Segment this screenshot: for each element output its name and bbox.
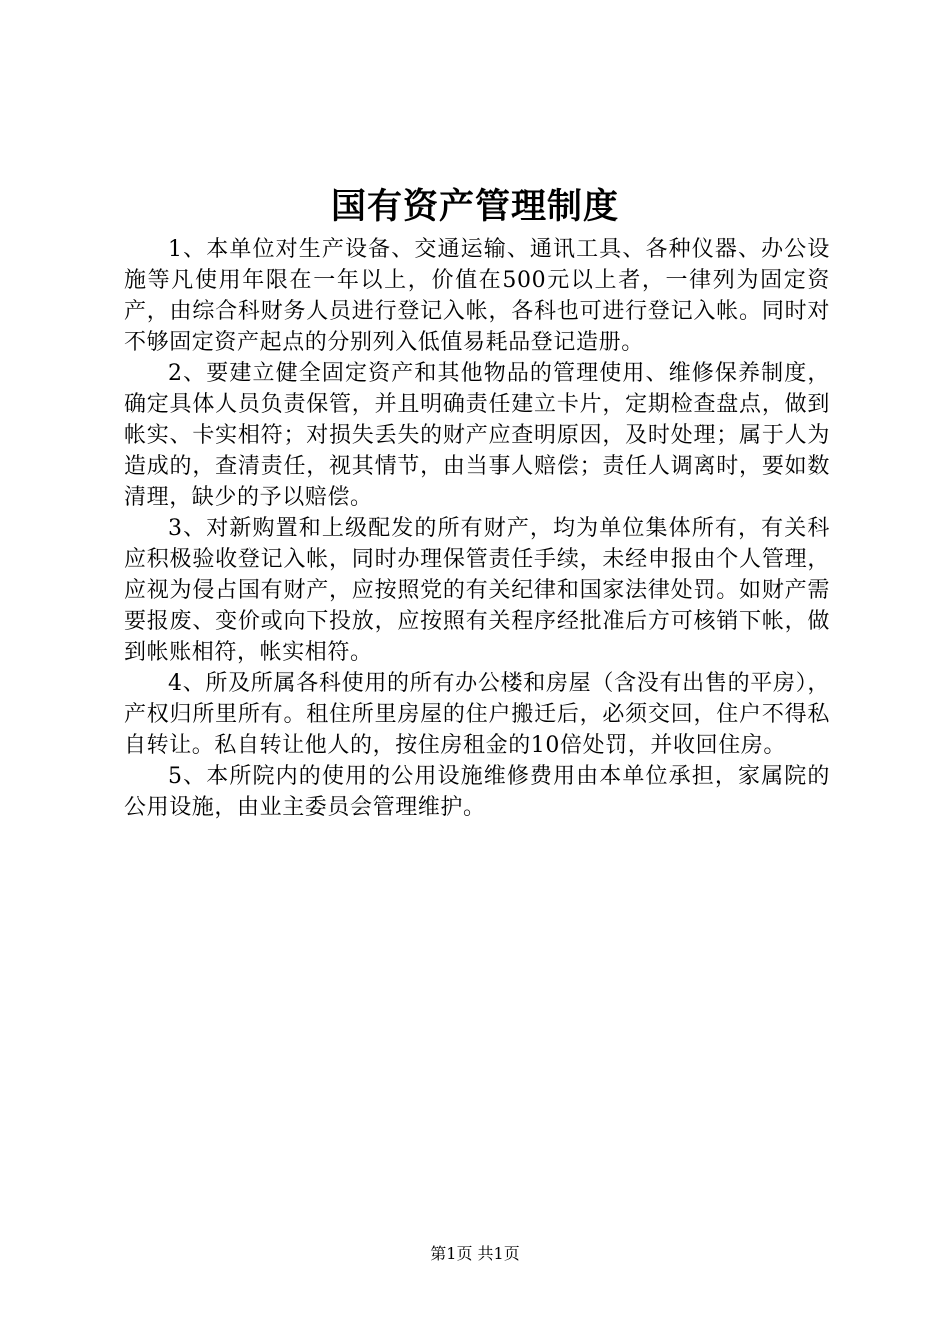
paragraph-1: 1、本单位对生产设备、交通运输、通讯工具、各种仪器、办公设施等凡使用年限在一年以上，价值在500元以上者，一律列为固定资产，由综合科财务人员进行登记入帐，各科也可进行登记入帐。同时对不够固定资产起点的分别列入低值易耗品登记造册。: [124, 237, 830, 355]
paragraph-2: 2、要建立健全固定资产和其他物品的管理使用、维修保养制度，确定具体人员负责保管，并且明确责任建立卡片，定期检查盘点，做到帐实、卡实相符；对损失丢失的财产应查明原因，及时处理；属于人为造成的，查清责任，视其情节，由当事人赔偿；责任人调离时，要如数清理，缺少的予以赔偿。: [124, 361, 830, 510]
document-body: [124, 234, 830, 823]
paragraph-3: 3、对新购置和上级配发的所有财产，均为单位集体所有，有关科应积极验收登记入帐，同时办理保管责任手续，未经申报由个人管理，应视为侵占国有财产，应按照党的有关纪律和国家法律处罚。如财产需要报废、变价或向下投放，应按照有关程序经批准后方可核销下帐，做到帐账相符，帐实相符。: [124, 516, 830, 665]
paragraph-4: 4、所及所属各科使用的所有办公楼和房屋（含没有出售的平房），产权归所里所有。租住所里房屋的住户搬迁后，必须交回，住户不得私自转让。私自转让他人的，按住房租金的10倍处罚，并收回住房。: [124, 671, 830, 758]
document-title: 国有资产管理制度: [330, 186, 619, 227]
paragraph-5: 5、本所院内的使用的公用设施维修费用由本单位承担，家属院的公用设施，由业主委员会管理维护。: [124, 764, 830, 820]
page-number-footer: 第1页 共1页: [430, 1244, 520, 1263]
